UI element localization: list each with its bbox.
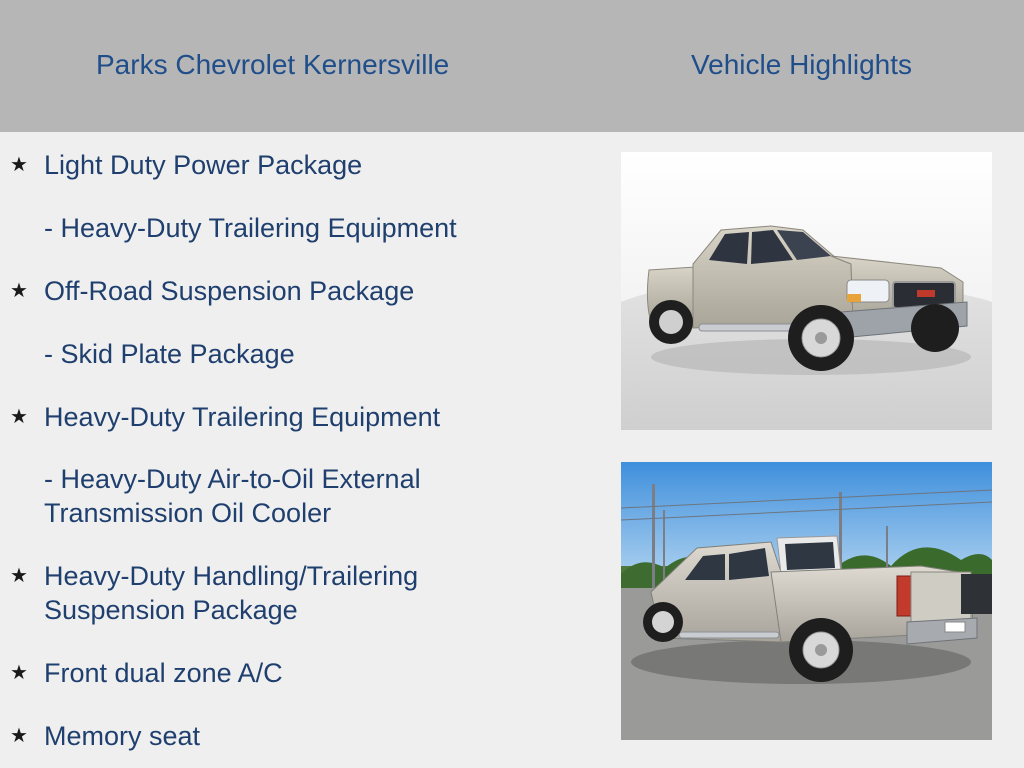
header-bar [0,0,1024,132]
sub-feature-text: - Heavy-Duty Air-to-Oil External Transmission Oil Cooler [44,464,421,528]
star-icon: ★ [10,280,28,302]
list-item [10,656,564,690]
star-icon: ★ [10,565,28,587]
star-icon: ★ [10,406,28,428]
feature-text: Heavy-Duty Handling/Trailering Suspension Package [44,561,419,625]
list-item [10,400,564,434]
vehicle-photo-rear [621,462,992,740]
list-item [10,559,484,627]
list-item [44,462,484,530]
dealer-name: Parks Chevrolet Kernersville [96,49,450,80]
list-item [44,211,564,245]
list-item [10,274,564,308]
vehicle-photo-front [621,152,992,430]
list-item [44,337,564,371]
feature-text: Front dual zone A/C [44,658,283,688]
feature-text: Memory seat [44,721,201,751]
feature-text: Off-Road Suspension Package [44,276,415,306]
section-title: Vehicle Highlights [691,49,913,80]
feature-text: Heavy-Duty Trailering Equipment [44,402,441,432]
star-icon: ★ [10,662,28,684]
sub-feature-text: - Skid Plate Package [44,339,295,369]
star-icon: ★ [10,725,28,747]
list-item [10,719,564,753]
feature-text: Light Duty Power Package [44,150,363,180]
list-item [10,148,564,182]
sub-feature-text: - Heavy-Duty Trailering Equipment [44,213,457,243]
star-icon: ★ [10,154,28,176]
